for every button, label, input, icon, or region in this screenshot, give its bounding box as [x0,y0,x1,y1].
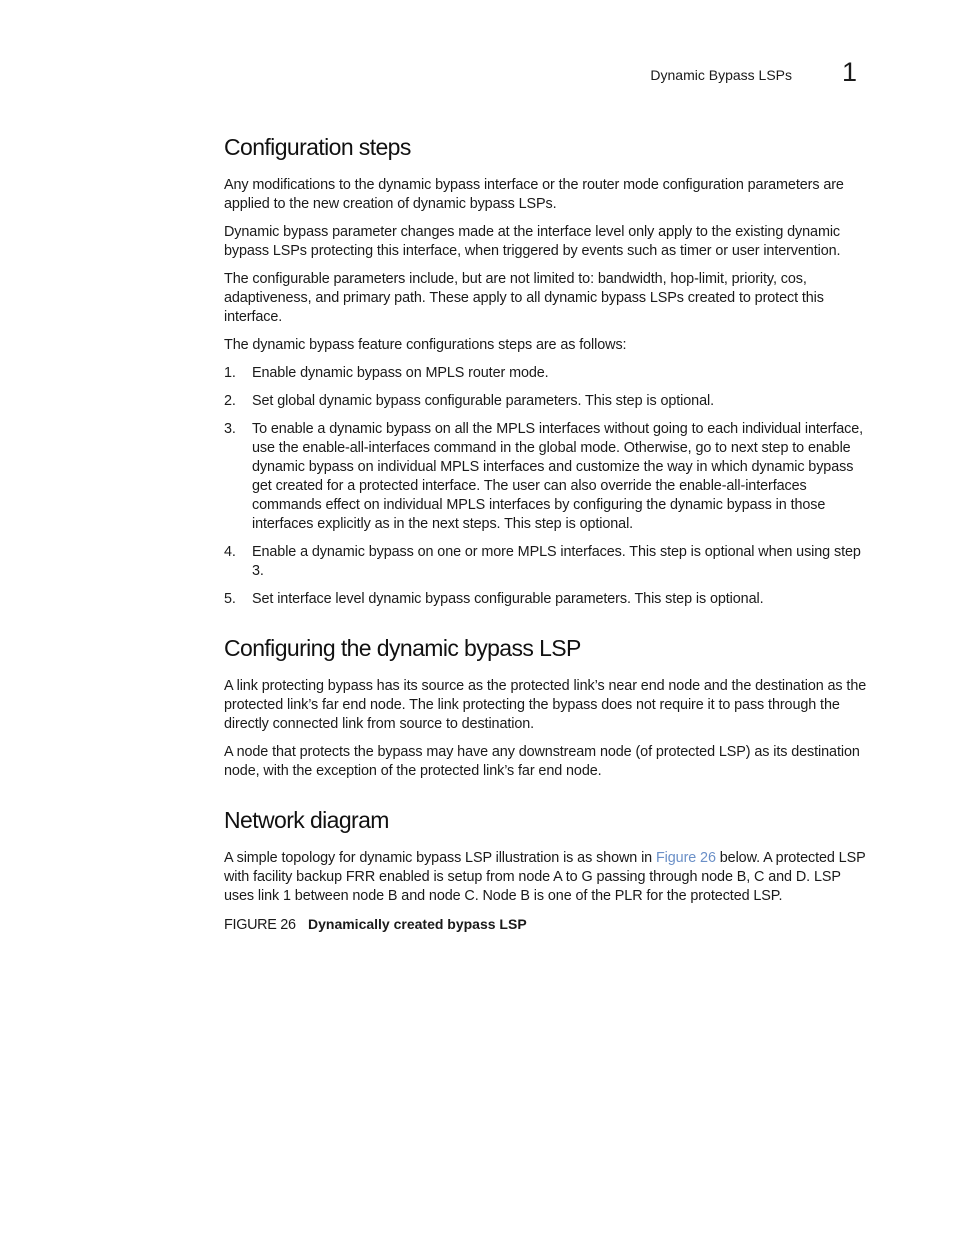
figure-caption [224,915,872,935]
list-item [224,420,872,534]
paragraph [224,849,872,906]
paragraph: A link protecting bypass has its source as the protected link’s near end node and the destination as the protected link’s far end node. The link protecting the bypass does not require it to pass through the directly connected link from source to destination. [224,678,867,732]
list-item [224,543,872,581]
step-number: 3. [224,421,236,437]
paragraph: Any modifications to the dynamic bypass interface or the router mode configuration parameters are applied to the new creation of dynamic bypass LSPs. [224,177,844,212]
paragraph-text: A simple topology for dynamic bypass LSP illustration is as shown in [224,850,656,866]
paragraph: Dynamic bypass parameter changes made at the interface level only apply to the existing dynamic bypass LSPs protecting this interface, when triggered by events such as timer or user intervention. [224,224,841,259]
paragraph: A node that protects the bypass may have any downstream node (of protected LSP) as its destination node, with the exception of the protected link’s far end node. [224,744,860,779]
step-number: 1. [224,365,236,381]
step-number: 2. [224,393,236,409]
step-text: Enable a dynamic bypass on one or more MPLS interfaces. This step is optional when using step 3. [252,544,861,579]
step-text: Enable dynamic bypass on MPLS router mode. [252,365,549,381]
page-content [224,130,872,935]
chapter-number: 1 [841,57,857,87]
figure-title: Dynamically created bypass LSP [308,916,527,932]
step-number: 4. [224,544,236,560]
list-item [224,364,872,383]
list-item [224,392,872,411]
list-item [224,590,872,609]
paragraph-text: below. A protected LSP with facility backup FRR enabled is setup from node A to G passing through node B, C and D. LSP uses link 1 between node B and node C. Node B is one of the PLR for the protected LSP. [224,850,866,904]
paragraph: The configurable parameters include, but are not limited to: bandwidth, hop-limit, priority, cos, adaptiveness, and primary path. These apply to all dynamic bypass LSPs created to protect this interface. [224,271,824,325]
step-text: Set interface level dynamic bypass configurable parameters. This step is optional. [252,591,764,607]
steps-list [224,364,872,609]
heading-configuration-steps: Configuration steps [224,134,411,160]
step-number: 5. [224,591,236,607]
heading-configuring-dynamic-bypass-lsp: Configuring the dynamic bypass LSP [224,635,581,661]
step-text: Set global dynamic bypass configurable parameters. This step is optional. [252,393,714,409]
running-title: Dynamic Bypass LSPs [650,67,792,83]
figure-label: FIGURE 26 [224,917,296,933]
paragraph: The dynamic bypass feature configurations steps are as follows: [224,337,627,353]
step-text: To enable a dynamic bypass on all the MPLS interfaces without going to each individual interface, use the enable-all-interfaces command in the global mode. Otherwise, go to next step to enable dynamic bypass on individual MPLS interfaces and customize the way in which dynamic bypass get created for a protected interface. The user can also override the enable-all-interfaces commands effect on individual MPLS interfaces by configuring the dynamic bypass in those interfaces explicitly as in the next steps. This step is optional. [252,421,864,532]
running-header [600,58,860,94]
heading-network-diagram: Network diagram [224,807,389,833]
figure-26-link[interactable]: Figure 26 [655,850,716,866]
